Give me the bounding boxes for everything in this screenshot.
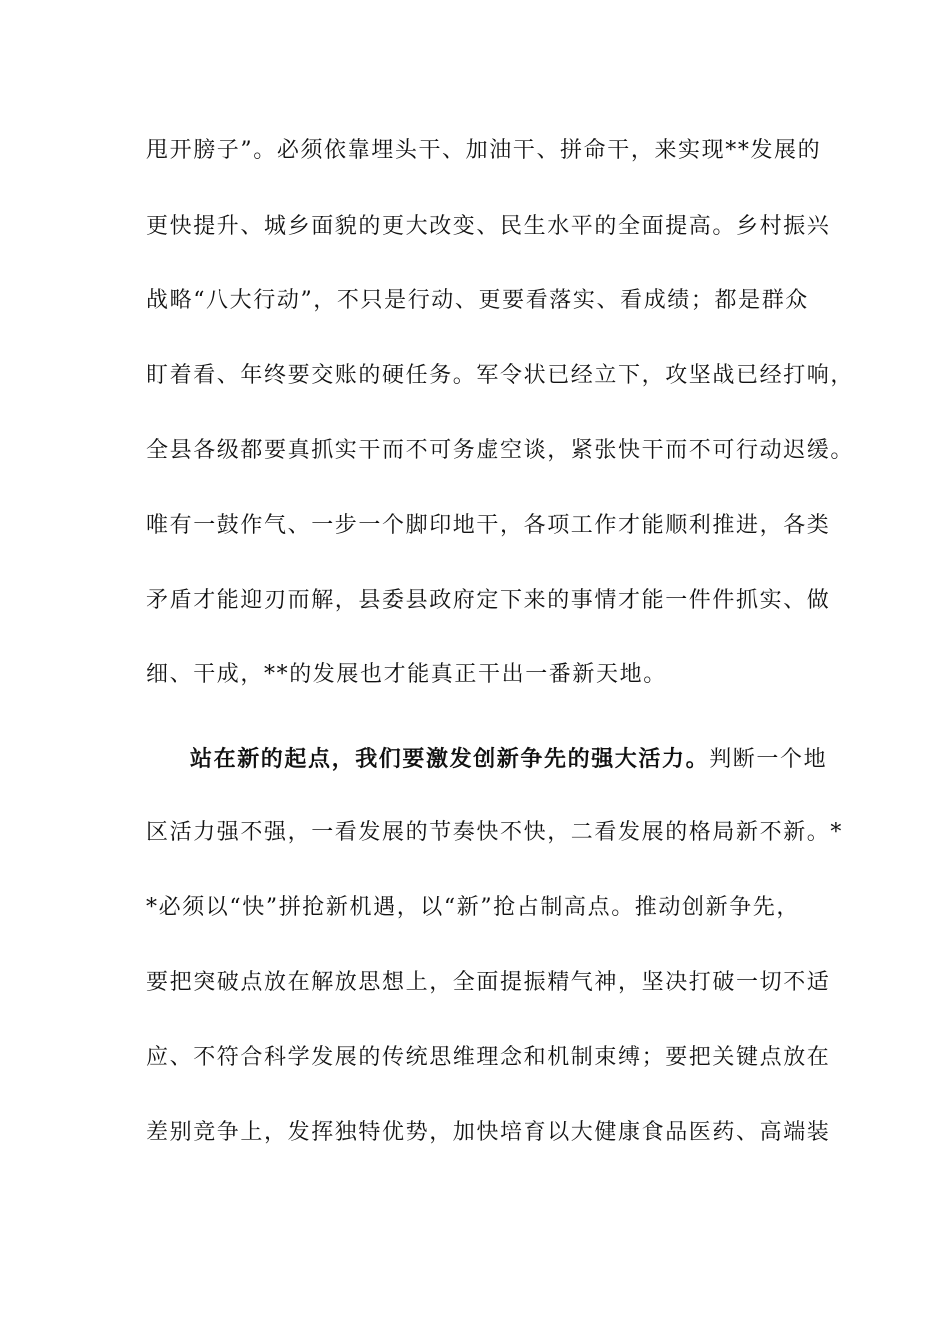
paragraph-2-line-1 — [190, 744, 827, 775]
paragraph-1-line-8: 细、干成，**的发展也才能真正干出一番新天地。 — [146, 662, 667, 687]
paragraph-2-heading: 站在新的起点，我们要激发创新争先的强大活力。 — [190, 746, 710, 772]
paragraph-2-line-6: 差别竞争上，发挥独特优势，加快培育以大健康食品医药、高端装 — [146, 1120, 831, 1145]
paragraph-2-line-2: 区活力强不强，一看发展的节奏快不快，二看发展的格局新不新。* — [146, 820, 844, 845]
paragraph-1-line-3: 战略“八大行动”，不只是行动、更要看落实、看成绩；都是群众 — [146, 288, 809, 313]
paragraph-1-line-4: 盯着看、年终要交账的硬任务。军令状已经立下，攻坚战已经打响， — [146, 363, 855, 388]
paragraph-1-line-6: 唯有一鼓作气、一步一个脚印地干，各项工作才能顺利推进，各类 — [146, 513, 831, 538]
paragraph-1-line-5: 全县各级都要真抓实干而不可务虚空谈，紧张快干而不可行动迟缓。 — [146, 438, 855, 463]
paragraph-2-line-4: 要把突破点放在解放思想上，全面提振精气神，坚决打破一切不适 — [146, 970, 831, 995]
paragraph-2-line-5: 应、不符合科学发展的传统思维理念和机制束缚；要把关键点放在 — [146, 1045, 831, 1070]
paragraph-2-line-3: *必须以“快”拼抢新机遇，以“新”抢占制高点。推动创新争先， — [146, 895, 800, 920]
paragraph-1-line-7: 矛盾才能迎刃而解，县委县政府定下来的事情才能一件件抓实、做 — [146, 588, 831, 613]
paragraph-1-line-2: 更快提升、城乡面貌的更大改变、民生水平的全面提高。乡村振兴 — [146, 214, 831, 239]
paragraph-2-line-1-rest: 判断一个地 — [709, 747, 828, 772]
paragraph-1-line-1: 甩开膀子”。必须依靠埋头干、加油干、拼命干，来实现**发展的 — [146, 138, 822, 163]
